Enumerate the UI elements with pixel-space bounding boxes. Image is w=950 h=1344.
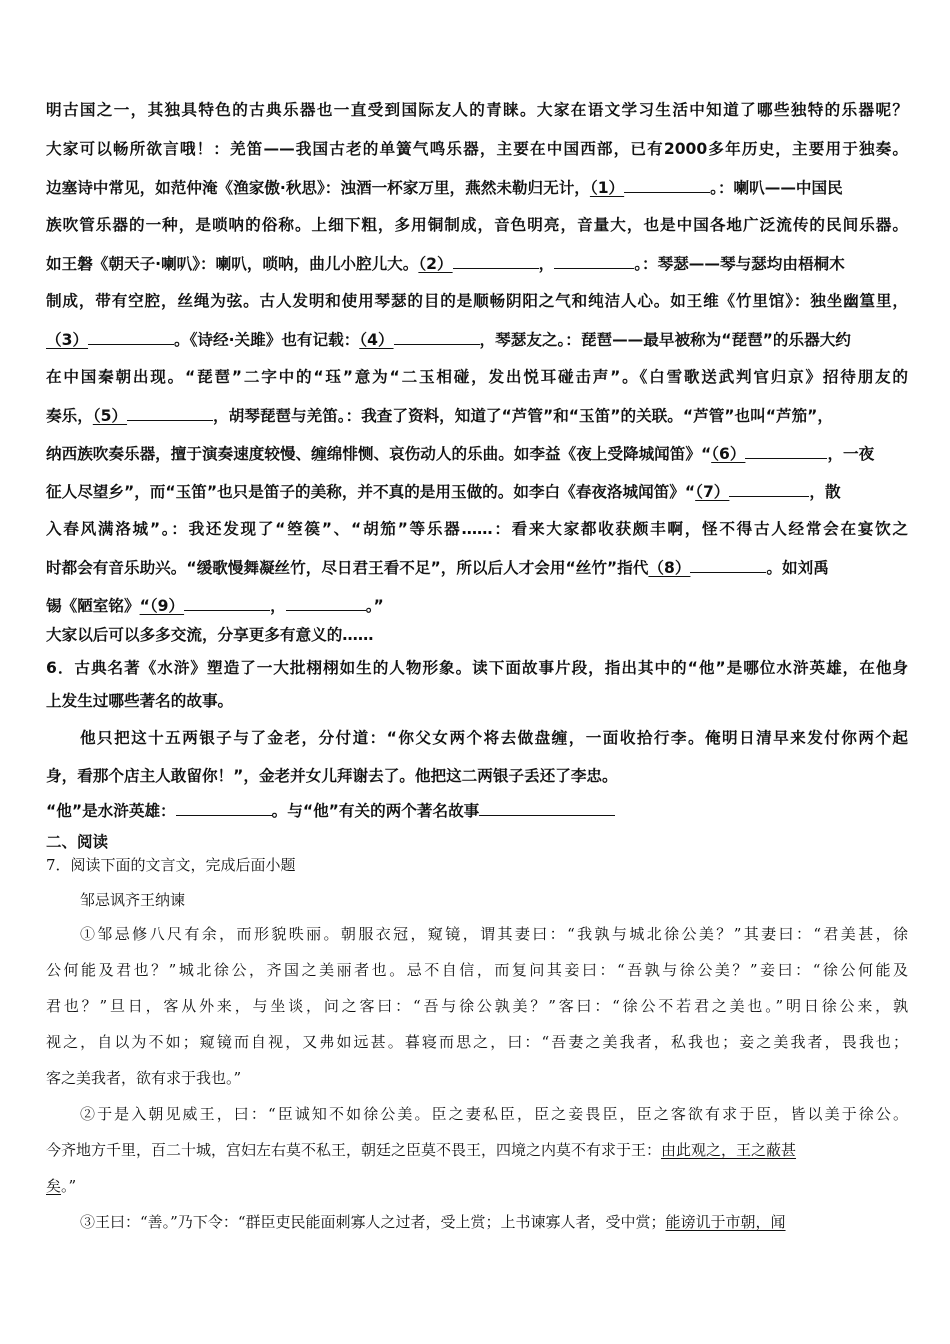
underlined-phrase: 能谤讥于市朝，闻 [665,1213,786,1231]
section-heading: 二、阅读 [46,833,109,851]
passage-line: 如王磐《朝天子·喇叭》：喇叭，唢呐，曲儿小腔儿大。（2） ， 。：琴瑟——琴与瑟均由梧桐木 [46,248,908,278]
blank-2[interactable]: （2） [418,255,538,273]
passage-line: 大家可以畅所欲言哦！：羌笛——我国古老的单簧气鸣乐器，主要在中国西部，已有2000多年历史，主要用于独奏。 [46,140,908,158]
classical-line: 今齐地方千里，百二十城，宫妇左右莫不私王，朝廷之臣莫不畏王，四境之内莫不有求于王：由此观之，王之蔽甚 [46,1141,797,1159]
underlined-sentence-end: 矣 [46,1177,62,1195]
passage-line: 明古国之一，其独具特色的古典乐器也一直受到国际友人的青睐。大家在语文学习生活中知道了哪些独特的乐器呢？ [46,101,908,119]
blank-9b[interactable] [286,590,366,611]
classical-line: ②于是入朝见威王，曰：“臣诚知不如徐公美。臣之妻私臣，臣之妾畏臣，臣之客欲有求于臣，皆以美于徐公。 [80,1105,908,1123]
passage-line: 边塞诗中常见，如范仲淹《渔家傲·秋思》：浊酒一杯家万里，燕然未勒归无计，（1） 。：喇叭——中国民 [46,172,908,202]
blank-3[interactable]: （3） [46,331,174,349]
passage-line: 时都会有音乐助兴。“缓歌慢舞凝丝竹，尽日君王看不足”，所以后人才会用“丝竹”指代（8） 。如刘禹 [46,552,908,582]
classical-line: ①邹忌修八尺有余，而形貌昳丽。朝服衣冠，窥镜，谓其妻曰：“我孰与城北徐公美？”其妻曰：“君美甚，徐 [80,925,908,943]
passage-line: 大家以后可以多多交流，分享更多有意义的…… [46,626,374,644]
classical-line: 公何能及君也？”城北徐公，齐国之美丽者也。忌不自信，而复问其妾曰：“吾孰与徐公美？”妾曰：“徐公何能及 [46,961,908,979]
passage-line: 在中国秦朝出现。“琵琶”二字中的“珏”意为“二玉相碰，发出悦耳碰击声”。《白雪歌送武判官归京》招待朋友的 [46,368,908,386]
hero-blank[interactable] [176,795,272,816]
passage-line: 制成，带有空腔，丝绳为弦。古人发明和使用琴瑟的目的是顺畅阴阳之气和纯洁人心。如王维《竹里馆》：独坐幽篁里， [46,292,908,310]
blank-9[interactable]: “（9） [140,597,271,615]
passage-line: （3） 。《诗经·关雎》也有记载：（4） ，琴瑟友之。：琵琶——最早被称为“琵琶”的乐器大约 [46,324,908,354]
classical-line: 视之，自以为不如；窥镜而自视，又弗如远甚。暮寝而思之，曰：“吾妻之美我者，私我也；妾之美我者，畏我也； [46,1033,908,1051]
classical-line: ③王曰：“善。”乃下令：“群臣吏民能面刺寡人之过者，受上赏；上书谏寡人者，受中赏；能谤讥于市朝，闻 [80,1213,786,1231]
blank-8[interactable]: （8） [648,559,766,577]
passage-line: 奏乐，（5） ，胡琴琵琶与羌笛。：我查了资料，知道了“芦管”和“玉笛”的关联。“芦管”也叫“芦笳”， [46,400,908,430]
passage-line: 征人尽望乡”，而“玉笛”也只是笛子的美称，并不真的是用玉做的。如李白《春夜洛城闻笛》“（7） ，散 [46,476,908,506]
classical-line: 君也？”旦日，客从外来，与坐谈，问之客曰：“吾与徐公孰美？”客曰：“徐公不若君之美也。”明日徐公来，孰 [46,997,908,1015]
excerpt-line: 身，看那个店主人敢留你！”，金老并女儿拜谢去了。他把这二两银子丢还了李忠。 [46,767,618,785]
passage-line: 锡《陋室铭》“（9） ， 。” [46,590,908,620]
blank-7[interactable]: （7） [695,483,809,501]
blank-6[interactable]: （6） [711,445,827,463]
blank-1[interactable]: （1） [590,179,710,197]
classical-line: 客之美我者，欲有求于我也。” [46,1069,242,1087]
underlined-sentence: 由此观之，王之蔽甚 [661,1141,797,1159]
classical-line: 矣。” [46,1177,77,1195]
classical-title: 邹忌讽齐王纳谏 [80,891,186,909]
question-7: 7．阅读下面的文言文，完成后面小题 [46,856,296,874]
excerpt-line: 他只把这十五两银子与了金老，分付道：“你父女两个将去做盘缠，一面收拾行李。俺明日清早来发付你两个起 [80,729,908,747]
question-6: 6．古典名著《水浒》塑造了一大批栩栩如生的人物形象。读下面故事片段，指出其中的“他”是哪位水浒英雄，在他身 [46,659,908,677]
answer-line: “他”是水浒英雄： 。与“他”有关的两个著名故事 [46,795,908,825]
passage-line: 入春风满洛城”。：我还发现了“箜篌”、“胡笳”等乐器……：看来大家都收获颇丰啊，怪不得古人经常会在宴饮之 [46,520,908,538]
passage-line: 纳西族吹奏乐器，擅于演奏速度较慢、缠绵悱恻、哀伤动人的乐曲。如李益《夜上受降城闻笛》“（6） ，一夜 [46,438,908,468]
stories-blank[interactable] [479,795,615,816]
passage-line: 族吹管乐器的一种，是唢呐的俗称。上细下粗，多用铜制成，音色明亮，音量大，也是中国各地广泛流传的民间乐器。 [46,216,908,234]
blank-4[interactable]: （4） [359,331,479,349]
blank-5[interactable]: （5） [93,407,213,425]
question-6-line: 上发生过哪些著名的故事。 [46,692,234,710]
blank-2b[interactable] [554,248,634,269]
